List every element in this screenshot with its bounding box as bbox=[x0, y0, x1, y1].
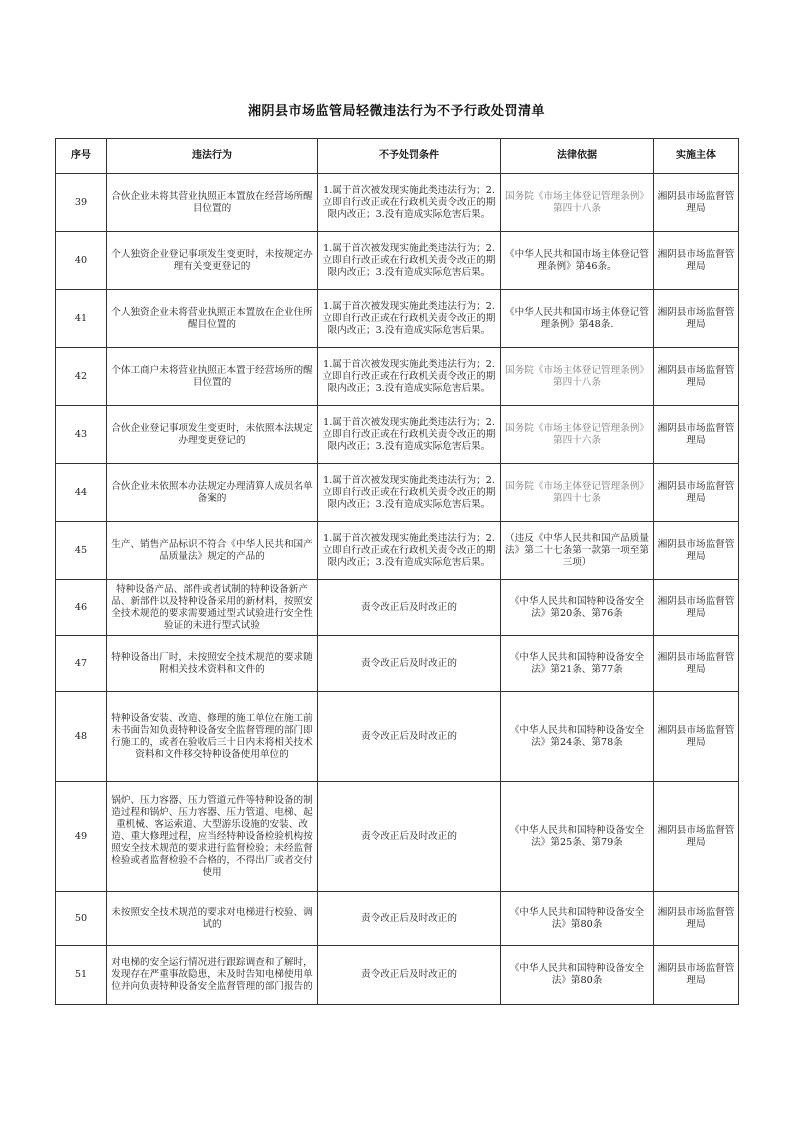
row-authority: 湘阴县市场监督管理局 bbox=[654, 464, 739, 522]
table-row bbox=[56, 692, 739, 782]
row-number: 42 bbox=[56, 348, 107, 406]
row-condition: 1.属于首次被发现实施此类违法行为；2.立即自行改正或在行政机关责令改正的期限内改正；3.没有造成实际危害后果。 bbox=[318, 348, 501, 406]
row-authority: 湘阴县市场监督管理局 bbox=[654, 232, 739, 290]
row-violation: 个人独资企业未将营业执照正本置放在企业住所醒目位置的 bbox=[107, 290, 318, 348]
row-authority: 湘阴县市场监督管理局 bbox=[654, 892, 739, 946]
table-row bbox=[56, 348, 739, 406]
row-authority: 湘阴县市场监督管理局 bbox=[654, 782, 739, 892]
row-authority: 湘阴县市场监督管理局 bbox=[654, 290, 739, 348]
table-body bbox=[56, 174, 739, 1005]
row-legal-basis: 《中华人民共和国特种设备安全法》第20条、第76条 bbox=[501, 580, 654, 636]
row-authority: 湘阴县市场监督管理局 bbox=[654, 348, 739, 406]
row-violation: 合伙企业未将其营业执照正本置放在经营场所醒目位置的 bbox=[107, 174, 318, 232]
header-number: 序号 bbox=[56, 139, 107, 174]
row-violation: 生产、销售产品标识不符合《中华人民共和国产品质量法》规定的产品的 bbox=[107, 522, 318, 580]
table-row bbox=[56, 946, 739, 1005]
table-row bbox=[56, 892, 739, 946]
row-legal-basis: 《中华人民共和国市场主体登记管理条例》第48条. bbox=[501, 290, 654, 348]
row-number: 39 bbox=[56, 174, 107, 232]
row-condition: 责令改正后及时改正的 bbox=[318, 692, 501, 782]
header-violation: 违法行为 bbox=[107, 139, 318, 174]
row-condition: 责令改正后及时改正的 bbox=[318, 782, 501, 892]
row-condition: 1.属于首次被发现实施此类违法行为；2.立即自行改正或在行政机关责令改正的期限内改正；3.没有造成实际危害后果。 bbox=[318, 464, 501, 522]
row-authority: 湘阴县市场监督管理局 bbox=[654, 636, 739, 692]
row-number: 44 bbox=[56, 464, 107, 522]
row-legal-basis: 《中华人民共和国特种设备安全法》第25条、第79条 bbox=[501, 782, 654, 892]
row-legal-basis: 《中华人民共和国市场主体登记管理条例》第46条。 bbox=[501, 232, 654, 290]
row-number: 51 bbox=[56, 946, 107, 1005]
table-row bbox=[56, 636, 739, 692]
table-row bbox=[56, 464, 739, 522]
row-violation: 特种设备产品、部件或者试制的特种设备新产品、新部件以及特种设备采用的新材料，按照安全技术规范的要求需要通过型式试验进行安全性验证的未进行型式试验 bbox=[107, 580, 318, 636]
row-violation: 合伙企业未依照本办法规定办理清算人成员名单备案的 bbox=[107, 464, 318, 522]
row-violation: 锅炉、压力容器、压力管道元件等特种设备的制造过程和锅炉、压力容器、压力管道、电梯、起重机械、客运索道、大型游乐设施的安装、改造、重大修理过程，应当经特种设备检验机构按照安全技术规范的要求进行监督检验；未经监督检验或者监督检验不合格的，不得出厂或者交付使用 bbox=[107, 782, 318, 892]
row-violation: 特种设备出厂时，未按照安全技术规范的要求随附相关技术资料和文件的 bbox=[107, 636, 318, 692]
table-row bbox=[56, 174, 739, 232]
table-row bbox=[56, 782, 739, 892]
header-legal-basis: 法律依据 bbox=[501, 139, 654, 174]
row-condition: 责令改正后及时改正的 bbox=[318, 946, 501, 1005]
row-legal-basis: （违反《中华人民共和国产品质量法》第二十七条第一款第一项至第三项） bbox=[501, 522, 654, 580]
row-violation: 对电梯的安全运行情况进行跟踪调查和了解时，发现存在严重事故隐患，未及时告知电梯使用单位并向负责特种设备安全监督管理的部门报告的 bbox=[107, 946, 318, 1005]
row-condition: 1.属于首次被发现实施此类违法行为；2.立即自行改正或在行政机关责令改正的期限内改正；3.没有造成实际危害后果。 bbox=[318, 290, 501, 348]
header-condition: 不予处罚条件 bbox=[318, 139, 501, 174]
row-condition: 1.属于首次被发现实施此类违法行为；2.立即自行改正或在行政机关责令改正的期限内改正；3.没有造成实际危害后果。 bbox=[318, 174, 501, 232]
header-authority: 实施主体 bbox=[654, 139, 739, 174]
row-authority: 湘阴县市场监督管理局 bbox=[654, 580, 739, 636]
row-violation: 合伙企业登记事项发生变更时，未依照本法规定办理变更登记的 bbox=[107, 406, 318, 464]
row-number: 48 bbox=[56, 692, 107, 782]
row-number: 46 bbox=[56, 580, 107, 636]
row-legal-basis: 国务院《市场主体登记管理条例》第四十七条 bbox=[501, 464, 654, 522]
row-legal-basis: 国务院《市场主体登记管理条例》第四十八条 bbox=[501, 174, 654, 232]
row-violation: 未按照安全技术规范的要求对电梯进行校验、调试的 bbox=[107, 892, 318, 946]
row-authority: 湘阴县市场监督管理局 bbox=[654, 522, 739, 580]
row-number: 45 bbox=[56, 522, 107, 580]
row-condition: 责令改正后及时改正的 bbox=[318, 580, 501, 636]
page-title: 湘阴县市场监管局轻微违法行为不予行政处罚清单 bbox=[247, 104, 545, 119]
row-legal-basis: 《中华人民共和国特种设备安全法》第80条 bbox=[501, 892, 654, 946]
table-row bbox=[56, 232, 739, 290]
row-violation: 个人独资企业登记事项发生变更时，未按规定办理有关变更登记的 bbox=[107, 232, 318, 290]
table-row bbox=[56, 580, 739, 636]
row-condition: 责令改正后及时改正的 bbox=[318, 636, 501, 692]
row-number: 41 bbox=[56, 290, 107, 348]
table-row bbox=[56, 406, 739, 464]
table-row bbox=[56, 290, 739, 348]
row-legal-basis: 国务院《市场主体登记管理条例》第四十六条 bbox=[501, 406, 654, 464]
row-condition: 1.属于首次被发现实施此类违法行为；2.立即自行改正或在行政机关责令改正的期限内改正；3.没有造成实际危害后果。 bbox=[318, 406, 501, 464]
row-authority: 湘阴县市场监督管理局 bbox=[654, 946, 739, 1005]
row-condition: 1.属于首次被发现实施此类违法行为；2.立即自行改正或在行政机关责令改正的期限内改正；3.没有造成实际危害后果。 bbox=[318, 232, 501, 290]
row-legal-basis: 《中华人民共和国特种设备安全法》第80条 bbox=[501, 946, 654, 1005]
row-violation: 特种设备安装、改造、修理的施工单位在施工前未书面告知负责特种设备安全监督管理的部门即行施工的，或者在验收后三十日内未将相关技术资料和文件移交特种设备使用单位的 bbox=[107, 692, 318, 782]
row-number: 43 bbox=[56, 406, 107, 464]
row-authority: 湘阴县市场监督管理局 bbox=[654, 174, 739, 232]
table-row bbox=[56, 522, 739, 580]
row-condition: 1.属于首次被发现实施此类违法行为；2.立即自行改正或在行政机关责令改正的期限内改正；3.没有造成实际危害后果。 bbox=[318, 522, 501, 580]
row-number: 47 bbox=[56, 636, 107, 692]
row-number: 50 bbox=[56, 892, 107, 946]
row-authority: 湘阴县市场监督管理局 bbox=[654, 692, 739, 782]
row-legal-basis: 《中华人民共和国特种设备安全法》第21条、第77条 bbox=[501, 636, 654, 692]
row-legal-basis: 国务院《市场主体登记管理条例》第四十八条 bbox=[501, 348, 654, 406]
row-legal-basis: 《中华人民共和国特种设备安全法》第24条、第78条 bbox=[501, 692, 654, 782]
penalty-list-table bbox=[55, 138, 739, 1005]
row-violation: 个体工商户未将营业执照正本置于经营场所的醒目位置的 bbox=[107, 348, 318, 406]
row-condition: 责令改正后及时改正的 bbox=[318, 892, 501, 946]
row-number: 49 bbox=[56, 782, 107, 892]
row-authority: 湘阴县市场监督管理局 bbox=[654, 406, 739, 464]
row-number: 40 bbox=[56, 232, 107, 290]
table-header-row bbox=[56, 139, 739, 174]
